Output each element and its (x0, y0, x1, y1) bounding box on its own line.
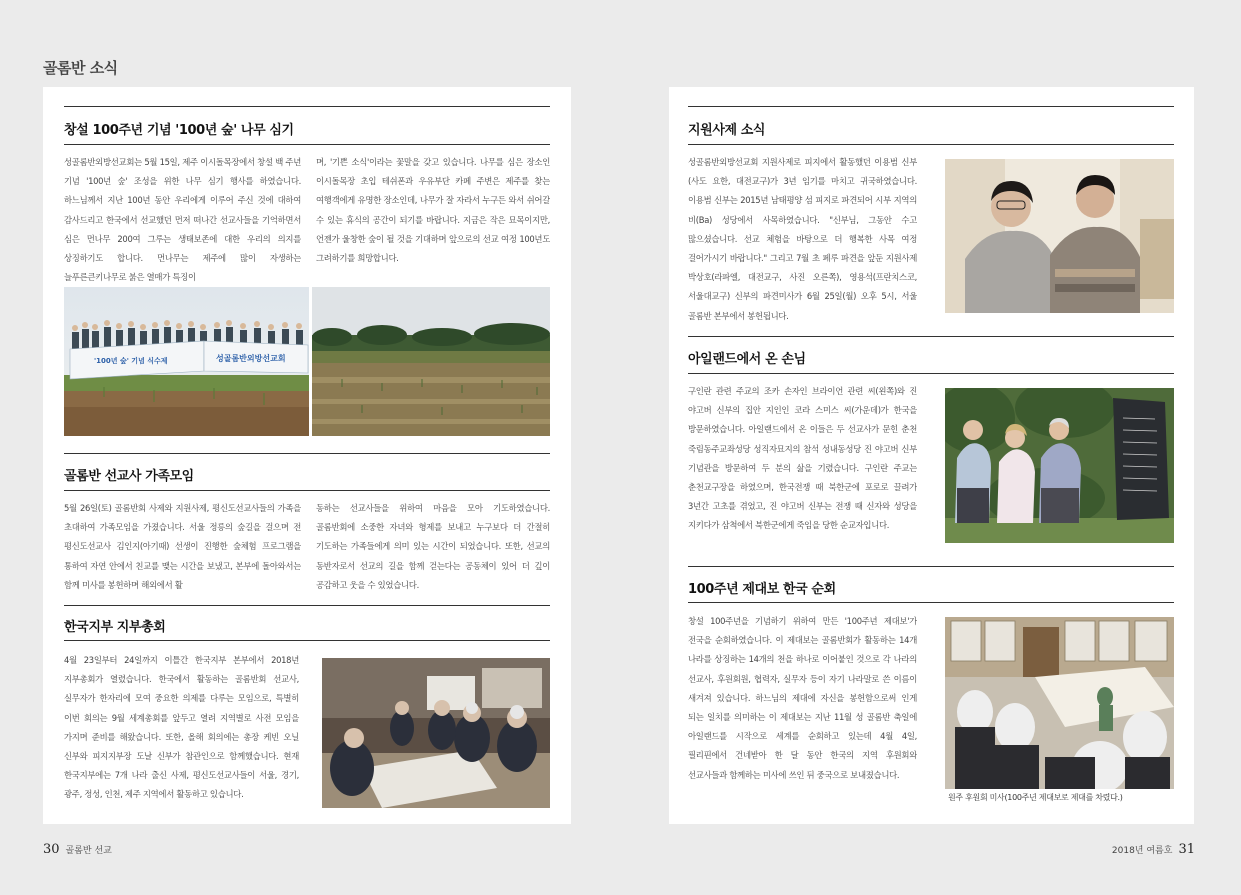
article-title-family: 골롬반 선교사 가족모임 (64, 469, 194, 484)
article-title-rule (688, 602, 1174, 603)
photo-tree-planting-group (64, 287, 309, 436)
article-body-assembly: 4월 23일부터 24일까지 이틀간 한국지부 본부에서 2018년 지부총회가 열렸습니다. 한국에서 활동하는 골롬반회 선교사, 실무자가 한자리에 모여 중요한 의제를 다루는 모임으로, 특별히 이번 회의는 9월 세계총회를 앞두고 열려 지역별로 사전 모임을 가지며 준비를 해왔습니다. 또한, 올해 회의에는 총장 케빈 오닐 신부와 피지지부장 도날 신부가 참관인으로 함께했습니다. 현재 한국지부에는 7개 나라 출신 사제, 평신도선교사들이 서울, 경기, 광주, 정성, 인천, 제주 지역에서 활동하고 있습니다. (64, 655, 299, 800)
article-title-assembly: 한국지부 지부총회 (64, 620, 166, 635)
article-body-support: 성골롬반외방선교회 지원사제로 피지에서 활동했던 이용범 신부(사도 요한, 대전교구)가 3년 임기를 마치고 귀국하였습니다. 이용범 신부는 2015년 남태평양 섬 피지로 파견되어 시부 지역의 비(Ba) 성당에서 사목하였습니다. "신부님, 그동안 수고 많으셨습니다. 선교 체험을 바탕으로 더 행복한 사목 여정 걸어가시기 바랍니다." 그리고 7월 초 페루 파견을 앞둔 지원사제 박상호(라파엘, 대전교구, 사진 오른쪽), 영용석(프란치스코, 서울대교구) 신부의 파견미사가 6월 25일(월) 오후 5시, 서울 골롬반 본부에서 봉헌됩니다. (688, 157, 917, 321)
photo-ireland-guests (945, 388, 1174, 543)
article-top-rule (64, 106, 550, 107)
page-number-left: 30 (43, 842, 60, 857)
page-number-right: 31 (1178, 842, 1195, 857)
article-top-rule (688, 336, 1174, 337)
left-page (43, 87, 571, 824)
article-title-rule (64, 144, 550, 145)
article-top-rule (64, 453, 550, 454)
photo-assembly-meeting (322, 658, 550, 808)
footer-left (43, 842, 112, 857)
article-title-rule (688, 373, 1174, 374)
footer-issue-label: 2018년 여름호 (1111, 846, 1173, 856)
article-body-vestment: 창설 100주년을 기념하기 위하여 만든 '100주년 제대보'가 전국을 순회하였습니다. 이 제대보는 골롬반회가 활동하는 14개 나라를 상징하는 14개의 천을 하나로 이어붙인 것으로 각 나라의 선교사, 후원회원, 협력자, 실무자 등이 자기 나라말로 쓴 이름이 새겨져 있습니다. 하느님의 제대에 자신을 봉헌함으로써 인게 되는 일치를 의미하는 이 제대보는 지난 11월 성 골롬반 축일에 아일랜드를 시작으로 세계를 순회하고 있는데 4월 4일, 필리핀에서 건네받아 한 달 동안 한국의 지역 후원회와 선교사들과 함께하는 미사에 쓰인 뒤 중국으로 보내졌습니다. (688, 616, 917, 780)
photo-caption-vestment: 원주 후원회 미사(100주년 제대보로 제대를 차렸다.) (948, 793, 1123, 802)
photo-tree-field (312, 287, 550, 436)
article-title-support: 지원사제 소식 (688, 123, 766, 138)
banner-text-left: '100년 숲' 기념 식수제 (94, 357, 168, 365)
right-page (669, 87, 1194, 824)
article-body-family-col2: 동하는 선교사들을 위하여 마음을 모아 기도하였습니다. 골롬반회에 소중한 자녀와 형제를 보내고 누구보다 더 간절히 기도하는 가족들에게 의미 있는 시간이 되었습니다. 또한, 선교의 동반자로서 선교의 길을 함께 걷는다는 공동체이 있어 더 깊이 공감하고 웃을 수 있었습니다. (316, 503, 550, 590)
article-title-rule (64, 490, 550, 491)
photo-vestment-mass (945, 617, 1174, 789)
footer-right (1112, 842, 1195, 857)
article-title-rule (688, 144, 1174, 145)
article-body-tree-col2: 며, '기쁜 소식'이라는 꽃말을 갖고 있습니다. 나무를 심은 장소인 이시돌목장 초입 테쉬폰과 우유부단 카페 주변은 제주를 찾는 여행객에게 유명한 장소인데, 나무가 잘 자라서 누구든 와서 쉬어갈 수 있는 휴식의 공간이 되기를 바랍니다. 지금은 작은 묘목이지만, 언젠가 울창한 숲이 될 것을 기대하며 앞으로의 선교 여정 100년도 그려하기를 희망합니다. (316, 157, 550, 264)
article-body-ireland: 구인란 관련 주교의 조카 손자인 브라이언 관련 씨(왼쪽)와 진 야고버 신부의 집안 지인인 코라 스미스 씨(가운데)가 한국을 방문하였습니다. 아일랜드에서 온 이들은 두 선교사가 문힌 춘천 죽림동주교좌성당 성직자묘지의 참석 성내동성당 진 야고버 신부 기념관을 방문하여 두 분의 삶을 기렸습니다. 구인란 주교는 춘천교구장을 하였으며, 한국전쟁 때 북한군에 포로로 끌려가 3년간 고초를 겪었고, 진 야고버 신부는 전쟁 때 신자와 성당을 지키다가 삼척에서 북한군에게 죽임을 당한 순교자입니다. (688, 386, 917, 531)
article-title-ireland: 아일랜드에서 온 손님 (688, 352, 806, 367)
article-title-tree: 창설 100주년 기념 '100년 숲' 나무 심기 (64, 123, 294, 138)
photo-support-priests (945, 159, 1174, 313)
banner-text-right: 성골롬반외방선교회 (216, 354, 286, 363)
article-top-rule (64, 605, 550, 606)
article-top-rule (688, 566, 1174, 567)
article-title-rule (64, 640, 550, 641)
article-top-rule (688, 106, 1174, 107)
article-body-tree-col1: 성골롬반외방선교회는 5월 15일, 제주 이시돌목장에서 창설 백 주년 기념 '100년 숲' 조성을 위한 나무 심기 행사를 하였습니다. 하느님께서 지난 100년 동안 우리에게 이루어 주신 것에 대하여 감사드리고 한국에서 선교했던 먼저 떠나간 선교사들을 기억하면서 심은 먼나무 200여 그루는 생태보존에 대한 우리의 의지를 상징하기도 합니다. 먼나무는 제주에 많이 자생하는 늘푸른큰키나무로 붉은 열매가 특징이 (64, 157, 301, 283)
article-body-family-col1: 5월 26일(토) 골롬반회 사제와 지원사제, 평신도선교사들의 가족을 초대하여 가족모임을 가졌습니다. 서울 정릉의 숲길을 걸으며 전 평신도선교사 김인지(아기때) 선생이 진행한 숲체험 프로그램을 통하여 자연 안에서 친교를 맺는 시간을 보냈고, 본부에 돌아와서는 함께 미사를 봉헌하며 해외에서 활 (64, 503, 301, 590)
footer-publication-name: 골롬반 선교 (65, 846, 112, 856)
article-title-vestment: 100주년 제대보 한국 순회 (688, 582, 836, 597)
section-label: 골롬반 소식 (43, 59, 118, 77)
